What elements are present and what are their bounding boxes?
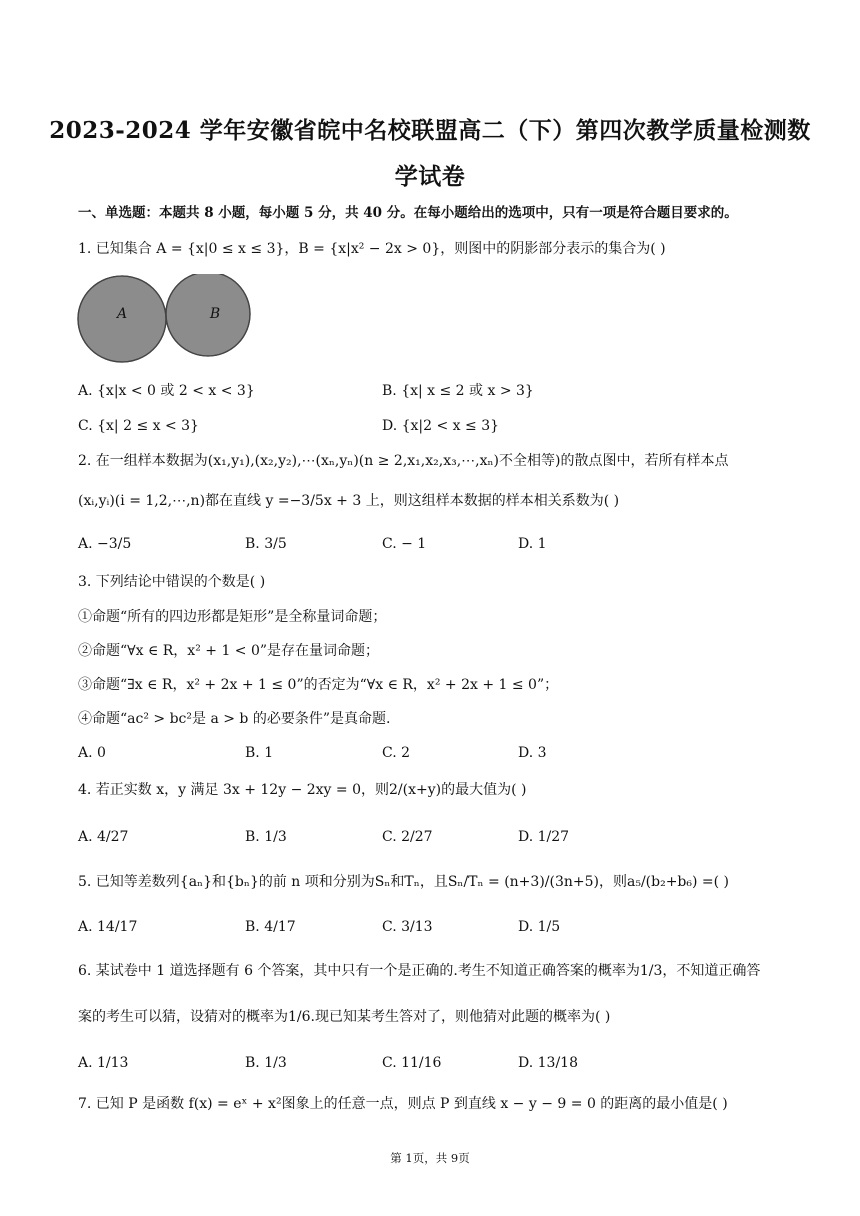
- question-4-option-c[interactable]: C. 2/27: [382, 829, 433, 845]
- question-3-option-b[interactable]: B. 1: [245, 745, 274, 761]
- question-2-option-a[interactable]: A. −3/5: [78, 536, 132, 552]
- question-3-statement-1: ①命题“所有的四边形都是矩形”是全称量词命题；: [78, 609, 387, 625]
- question-1-option-b[interactable]: B. {x| x ≤ 2 或 x > 3}: [382, 383, 534, 399]
- question-2-option-b[interactable]: B. 3/5: [245, 536, 287, 552]
- question-1-option-d[interactable]: D. {x|2 < x ≤ 3}: [382, 418, 500, 434]
- page-footer: 第 1页，共 9页: [390, 1151, 470, 1165]
- question-3-statement-3: ③命题“∃x ∈ R，x² + 2x + 1 ≤ 0”的否定为“∀x ∈ R，x² + 2x + 1 ≤ 0”；: [78, 677, 559, 693]
- question-3-statement-2: ②命题“∀x ∈ R，x² + 1 < 0”是存在量词命题；: [78, 643, 380, 659]
- question-2-stem-line1: 2. 在一组样本数据为(x₁,y₁),(x₂,y₂),⋯(xₙ,yₙ)(n ≥ 2,x₁,x₂,x₃,⋯,xₙ)不全相等)的散点图中，若所有样本点: [78, 453, 729, 469]
- question-4-option-b[interactable]: B. 1/3: [245, 829, 287, 845]
- question-3-statement-4: ④命题“ac² > bc²是 a > b 的必要条件”是真命题.: [78, 711, 391, 727]
- question-3-option-a[interactable]: A. 0: [78, 745, 106, 761]
- question-4-stem: 4. 若正实数 x，y 满足 3x + 12y − 2xy = 0，则2/(x+y)的最大值为( ): [78, 782, 527, 798]
- question-2-option-d[interactable]: D. 1: [518, 536, 547, 552]
- question-5-option-b[interactable]: B. 4/17: [245, 919, 296, 935]
- venn-label-a: A: [116, 306, 128, 322]
- question-1-option-a[interactable]: A. {x|x < 0 或 2 < x < 3}: [78, 383, 255, 399]
- question-1-stem: 1. 已知集合 A = {x|0 ≤ x ≤ 3}，B = {x|x² − 2x > 0}，则图中的阴影部分表示的集合为( ): [78, 241, 666, 257]
- question-6-option-c[interactable]: C. 11/16: [382, 1055, 442, 1071]
- question-2-stem-line2: (xᵢ,yᵢ)(i = 1,2,⋯,n)都在直线 y =−3/5x + 3 上，则这组样本数据的样本相关系数为( ): [78, 493, 620, 509]
- question-5-stem: 5. 已知等差数列{aₙ}和{bₙ}的前 n 项和分别为Sₙ和Tₙ，且Sₙ/Tₙ = (n+3)/(3n+5)，则a₅/(b₂+b₆) =( ): [78, 874, 730, 890]
- question-4-option-a[interactable]: A. 4/27: [78, 829, 129, 845]
- question-6-option-b[interactable]: B. 1/3: [245, 1055, 287, 1071]
- question-5-option-a[interactable]: A. 14/17: [78, 919, 138, 935]
- question-7-stem: 7. 已知 P 是函数 f(x) = eˣ + x²图象上的任意一点，则点 P 到直线 x − y − 9 = 0 的距离的最小值是( ): [78, 1096, 728, 1112]
- question-5-option-d[interactable]: D. 1/5: [518, 919, 561, 935]
- question-6-stem-line1: 6. 某试卷中 1 道选择题有 6 个答案，其中只有一个是正确的.考生不知道正确答案的概率为1/3，不知道正确答: [78, 963, 761, 979]
- question-6-option-d[interactable]: D. 13/18: [518, 1055, 578, 1071]
- question-6-stem-line2: 案的考生可以猜，设猜对的概率为1/6.现已知某考生答对了，则他猜对此题的概率为( ): [78, 1009, 611, 1025]
- question-3-option-d[interactable]: D. 3: [518, 745, 547, 761]
- question-3-stem: 3. 下列结论中错误的个数是( ): [78, 574, 266, 590]
- venn-label-b: B: [209, 306, 221, 322]
- question-2-option-c[interactable]: C. − 1: [382, 536, 427, 552]
- question-6-option-a[interactable]: A. 1/13: [78, 1055, 129, 1071]
- exam-title-line2: 学试卷: [394, 163, 466, 190]
- question-5-option-c[interactable]: C. 3/13: [382, 919, 433, 935]
- question-3-option-c[interactable]: C. 2: [382, 745, 411, 761]
- question-1-option-c[interactable]: C. {x| 2 ≤ x < 3}: [78, 418, 199, 434]
- exam-title-line1: 2023-2024 学年安徽省皖中名校联盟高二（下）第四次教学质量检测数: [49, 117, 811, 144]
- question-4-option-d[interactable]: D. 1/27: [518, 829, 570, 845]
- venn-diagram: [76, 274, 256, 366]
- section-heading: 一、单选题：本题共 8 小题，每小题 5 分，共 40 分。在每小题给出的选项中，只有一项是符合题目要求的。: [78, 205, 738, 221]
